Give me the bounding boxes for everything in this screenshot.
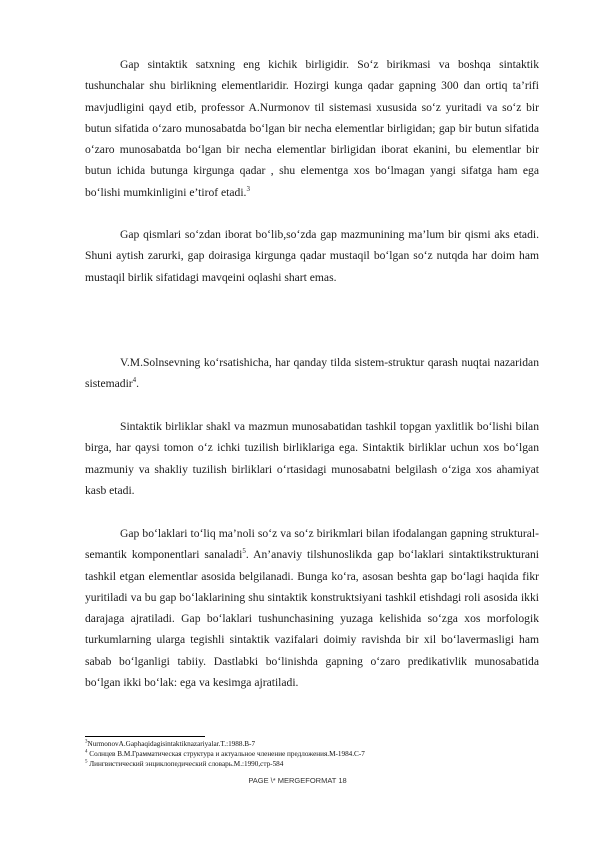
footnote-5-text: Лингвистический энциклопедический словарь.М.:1990,стр-584 bbox=[87, 760, 284, 768]
page-number-field: PAGE \* MERGEFORMAT 18 bbox=[248, 776, 347, 785]
footnote-4-text: Солнцев В.М.Грамматическая структура и актуальное членение предложения.М-1984.С-7 bbox=[87, 750, 365, 758]
footnote-ref-5[interactable]: 5 bbox=[242, 547, 246, 556]
footnote-5 bbox=[85, 760, 283, 769]
footnote-ref-3[interactable]: 3 bbox=[246, 184, 250, 193]
paragraph-5-text-a: Gap bo‘laklari to‘liq ma’noli so‘z va so‘z birikmlari bilan ifodalangan gapning struktural-semantik komponentlari sanaladi bbox=[85, 527, 539, 562]
footnote-ref-4[interactable]: 4 bbox=[132, 376, 137, 385]
paragraph-1-text: Gap sintaktik satxning eng kichik birligidir. So‘z birikmasi va boshqa sintaktik tushunchalar shu birlikning elementlaridir. Hozirgi kunga qadar gapning 300 dan ortiq ta’rifi mavjudligini qayd etib, professor A.Nurmonov til sistemasi xususida so‘z yuritadi va so‘z bir butun sifatida o‘zaro munosabatda bo‘lgan bir necha elementlar birligidan; gap bir butun sifatida o‘zaro munosabatda bo‘lgan bir necha elementlar birligidan iborat ekanini, bu elementlar bir butun ichida butunga kirgunga qadar , shu elementga xos bo‘lmagan yangi sifatga ham ega bo‘lishi mumkinligini e’tirof etadi. bbox=[85, 58, 539, 199]
paragraph-2 bbox=[85, 224, 539, 288]
paragraph-2-text: Gap qismlari so‘zdan iborat bo‘lib,so‘zda gap mazmunining ma’lum bir qismi aks etadi. Shuni aytish zarurki, gap doirasiga kirgunga qadar mustaqil bo‘lgan so‘z nutqda har doim ham mustaqil birlik sifatidagi mavqeini oqlashi shart emas. bbox=[85, 228, 539, 284]
paragraph-3-text: V.M.Solnsevning ko‘rsatishicha, har qanday tilda sistem-struktur qarash nuqtai nazaridan sistemadir bbox=[85, 356, 539, 391]
footnote-3-number: 3 bbox=[85, 739, 88, 745]
footnote-3-text: NurmonovA.Gaphaqidagisintaktiknazariyalar.T.:1988.B-7 bbox=[87, 740, 256, 748]
footnote-5-number: 5 bbox=[85, 759, 88, 765]
footnote-4 bbox=[85, 750, 365, 759]
paragraph-4 bbox=[85, 416, 539, 501]
paragraph-4-text: Sintaktik birliklar shakl va mazmun munosabatidan tashkil topgan yaxlitlik bo‘lishi bilan birga, har qaysi tomon o‘z ichki tuzilish birliklariga ega. Sintaktik birliklar uchun xos bo‘lgan mazmuniy va shakliy tuzilish birliklari o‘rtasidagi munosabatni belgilash o‘ziga xos ahamiyat kasb etadi. bbox=[85, 420, 539, 497]
paragraph-1 bbox=[85, 54, 539, 203]
footnote-separator bbox=[85, 736, 205, 737]
footnote-3 bbox=[85, 740, 255, 749]
footnote-4-number: 4 bbox=[85, 749, 88, 755]
paragraph-5 bbox=[85, 523, 539, 693]
paragraph-3-tail: . bbox=[136, 377, 140, 391]
paragraph-5-text-b: . An’anaviy tilshunoslikda gap bo‘laklari sintaktikstrukturani tashkil etgan elementlar asosida belgilanadi. Bunga ko‘ra, asosan beshta gap bo‘lagi haqida fikr yuritiladi va bu gap bo‘laklarining shu sintaktik konstruktsiyani tashkil etishdagi roli asosida ikki darajaga ajratiladi. Gap bo‘laklari tushunchasining yuzaga kelishida so‘zga xos morfologik turkumlarning ularga tegishli sintaktik vazifalari doimiy ravishda bir xil bo‘lavermasligi ham sabab bo‘lganligi tabiiy. Dastlabki bo‘linishda gapning o‘zaro predikativlik munosabatida bo‘lgan ikki bo‘lak: ega va kesimga ajratiladi. bbox=[85, 548, 539, 690]
paragraph-3 bbox=[85, 352, 539, 395]
